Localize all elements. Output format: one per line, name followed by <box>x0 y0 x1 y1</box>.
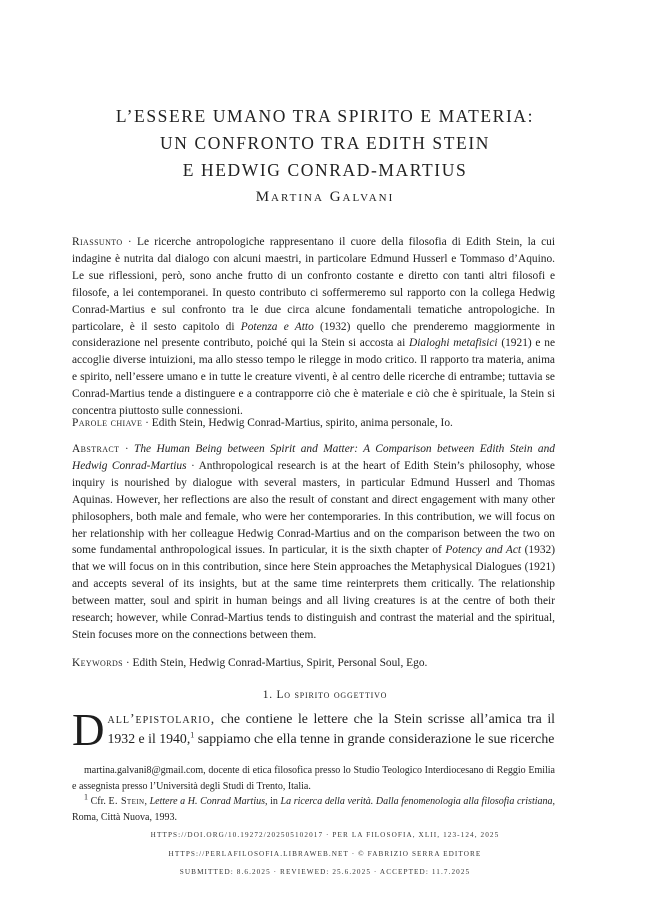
footnotes <box>72 763 555 825</box>
keywords-text: Edith Stein, Hedwig Conrad-Martius, Spirit, Personal Soul, Ego. <box>132 657 428 669</box>
riassunto-label: Riassunto <box>72 236 123 248</box>
footnote-text: , <box>144 796 150 807</box>
article-title-line-3: E HEDWIG CONRAD-MARTIUS <box>182 160 468 180</box>
abstract-text: (1932) that we will focus on in this contribution, since here Stein approaches the Metaphysical Dialogues (1921) and accepts several of its insights, but at the same time reinterprets them critically. The relationship between matter, soul and spirit in human beings and all living creatures is at the centre of both their research; however, while Conrad-Martius tends to distinguish and contrast the material and the spiritual, Stein focuses more on the connections between them. <box>72 544 555 641</box>
abstract-text: Anthropological research is at the heart of Edith Stein’s philosophy, whose inquiry is nourished by dialogue with several masters, in particular Edmund Husserl and Thomas Aquinas. However, her reflections are also the result of constant and direct engagement with many other philosophers, both male and female, who were her contemporaries. In this contribution, we will focus on her relationship with her colleague Hedwig Conrad-Martius and on the comparison between the two on some fundamental anthropological issues. In particular, it is the sixth chapter of <box>72 459 555 557</box>
article-title <box>60 103 590 184</box>
separator: · <box>119 443 134 455</box>
body-text: che contiene le lettere che la Stein scrisse all’amica tra il 1932 e il 1940, <box>107 711 555 746</box>
separator: · <box>122 236 137 248</box>
footnote-text: , Roma, Città Nuova, 1993. <box>72 796 556 823</box>
author-name: Martina Galvani <box>255 189 395 205</box>
footnote-1 <box>72 794 555 825</box>
riassunto-text: (1932) quello che prenderemo maggiormente in considerazione nel presente contributo, poiché qui la Stein si accosta ai <box>72 320 555 350</box>
article-title-line-2: UN CONFRONTO TRA EDITH STEIN <box>160 133 490 153</box>
riassunto-work-title: Dialoghi metafisici <box>409 337 498 350</box>
separator: · <box>122 657 133 669</box>
drop-cap: D <box>72 705 105 755</box>
riassunto-text: Le ricerche antropologiche rappresentano il cuore della filosofia di Edith Stein, la cui indagine è nutrita dal dialogo con alcuni maestri, in particolare Edmund Husserl e Tommaso d’Aquino. Le sue riflessioni, però, sono anche frutto di un confronto costante e diretto con tanti altri filosofi e filosofe, a lei contemporanei. In questo contributo ci soffermeremo sul rapporto con la collega Hedwig Conrad-Martius e sul confronto tra le due circa alcune fondamentali tematiche antropologiche. In particolare, è il sesto capitolo di <box>72 236 555 333</box>
author-affiliation-note: martina.galvani8@gmail.com, docente di etica filosofica presso lo Studio Teologico Interdiocesano di Reggio Emilia e assegnista presso l’Università degli Studi di Trento, Italia. <box>72 765 555 792</box>
footnote-text: Cfr. <box>88 796 109 807</box>
keywords-paragraph <box>72 655 555 672</box>
footnote-work-title: La ricerca della verità. Dalla fenomenologia alla filosofia cristiana <box>280 796 553 807</box>
parole-chiave-text: Edith Stein, Hedwig Conrad-Martius, spirito, anima personale, Io. <box>151 417 453 429</box>
body-text: sappiamo che ella tenne in grande considerazione le sue ricerche <box>194 731 555 746</box>
riassunto-work-title: Potenza e Atto <box>240 320 314 333</box>
body-lead-in: all’epistolario, <box>107 711 216 726</box>
footnote-author: E. Stein <box>108 796 145 807</box>
riassunto-text: (1921) e ne accoglie diverse intuizioni, ma allo stesso tempo le rilegge in modo critico. Il rapporto tra materia, anima e spirito, nell’essere umano e in tutte le creature viventi, è al centro delle ricerche di entrambe; tuttavia se Conrad-Martius tende a distinguere e a contrapporre ciò che è materiale e ciò che è spirituale, la Stein si concentra piuttosto sulle connessioni. <box>72 337 555 418</box>
keywords-label: Keywords <box>72 657 123 669</box>
footnote-text: , in <box>265 796 281 807</box>
body-paragraph <box>72 705 555 755</box>
abstract-english-title: The Human Being between Spirit and Matter: A Comparison between Edith Stein and Hedwig Conrad-Martius <box>72 443 555 472</box>
parole-chiave-paragraph <box>72 415 555 432</box>
article-title-line-1: L’ESSERE UMANO TRA SPIRITO E MATERIA: <box>115 106 535 126</box>
abstract-label: Abstract <box>72 443 120 455</box>
footnote-work-title: Lettere a H. Conrad Martius <box>149 796 265 807</box>
doi-line: HTTPS://DOI.ORG/10.19272/202505102017 · PER LA FILOSOFIA, XLII, 123-124, 2025 <box>150 831 500 839</box>
parole-chiave-label: Parole chiave <box>72 417 143 429</box>
submission-dates-line: SUBMITTED: 8.6.2025 · REVIEWED: 25.6.2025 · ACCEPTED: 11.7.2025 <box>179 868 471 876</box>
abstract-paragraph <box>72 441 555 644</box>
separator: · <box>142 417 152 429</box>
section-heading: 1. Lo spirito oggettivo <box>262 689 388 701</box>
publisher-line: HTTPS://PERLAFILOSOFIA.LIBRAWEB.NET · © FABRIZIO SERRA EDITORE <box>168 850 482 858</box>
footnote-number: 1 <box>84 792 88 802</box>
separator: · <box>186 459 199 472</box>
footnote-ref[interactable]: 1 <box>190 730 195 740</box>
abstract-work-title: Potency and Act <box>445 544 522 557</box>
riassunto-paragraph <box>72 234 555 420</box>
